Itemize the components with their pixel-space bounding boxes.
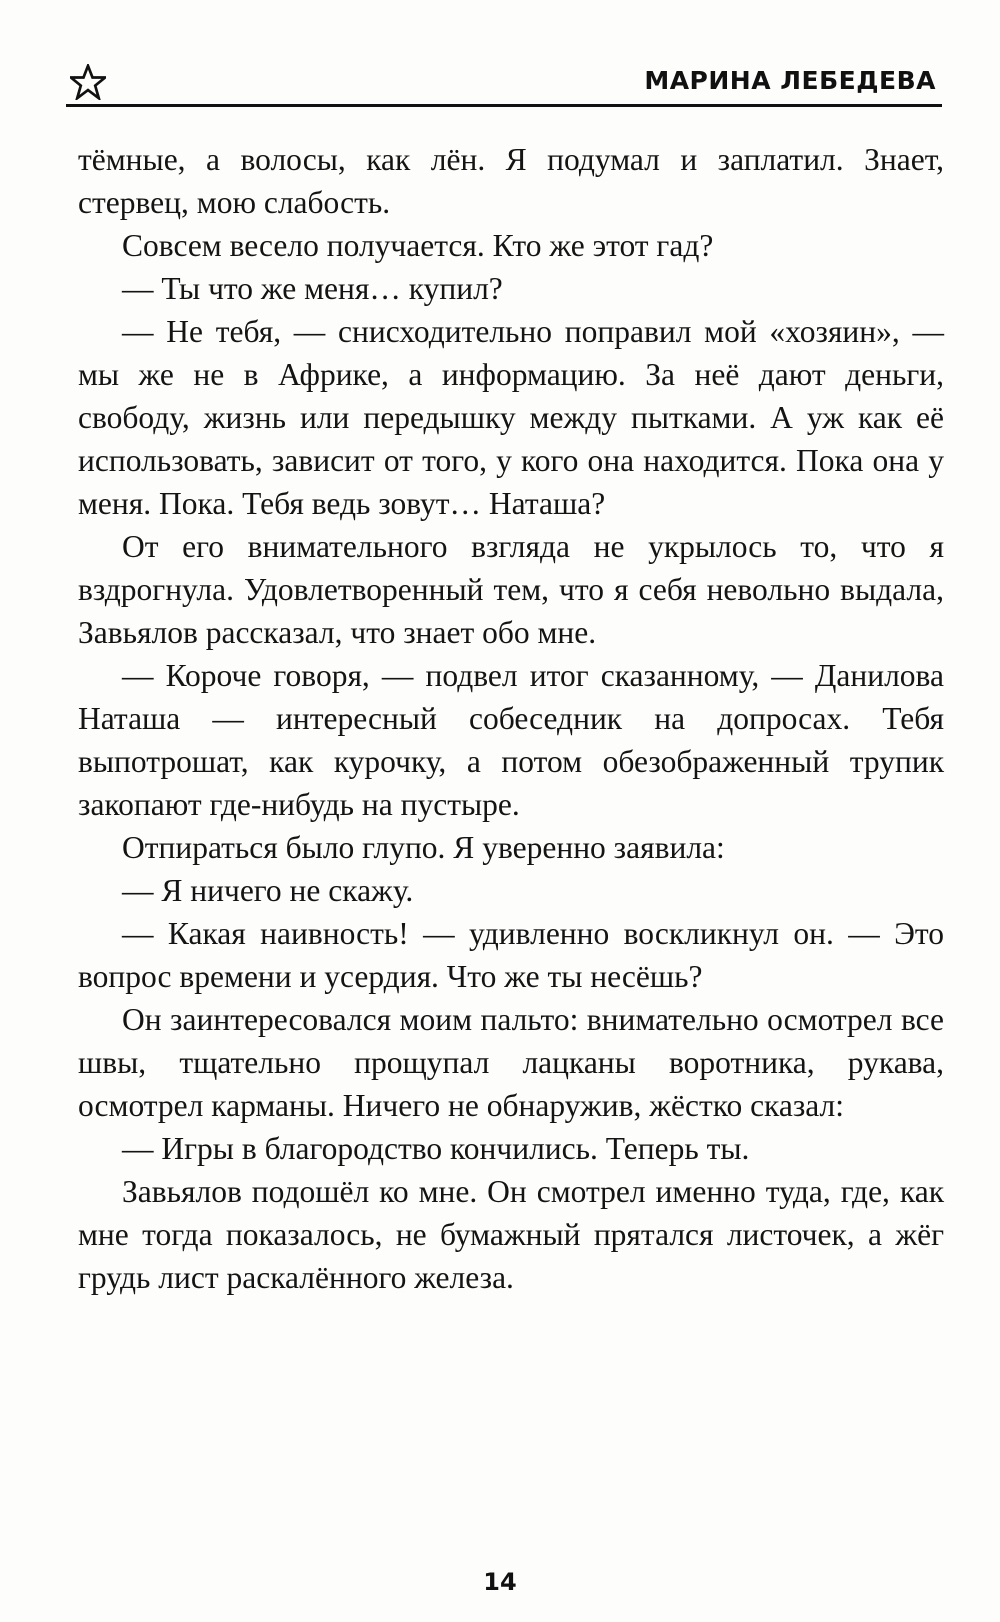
paragraph: — Не тебя, — снисходительно поправил мой «хозяин», — мы же не в Африке, а информацию. За неё дают деньги, свободу, жизнь или передышку между пытками. А уж как её использовать, зависит от того, у кого она находится. Пока она у меня. Пока. Тебя ведь зовут… Наташа? bbox=[78, 314, 944, 521]
paragraph: Завьялов подошёл ко мне. Он смотрел именно туда, где, как мне тогда показалось, не бумажный прятался листочек, а жёг грудь лист раскалённого железа. bbox=[78, 1174, 944, 1295]
star-outline-icon bbox=[70, 64, 106, 100]
paragraph: Отпираться было глупо. Я уверенно заявила: bbox=[122, 830, 725, 865]
paragraph: — Ты что же меня… купил? bbox=[122, 271, 503, 306]
paragraph: Совсем весело получается. Кто же этот гад? bbox=[122, 228, 714, 263]
running-header bbox=[66, 60, 942, 106]
paragraph: — Игры в благородство кончились. Теперь ты. bbox=[122, 1131, 750, 1166]
paragraph: Он заинтересовался моим пальто: внимательно осмотрел все швы, тщательно прощупал лацканы воротника, рукава, осмотрел карманы. Ничего не обнаружив, жёстко сказал: bbox=[78, 1002, 944, 1123]
page-number: 14 bbox=[483, 1568, 517, 1596]
main-text bbox=[78, 138, 944, 1299]
paragraph: — Я ничего не скажу. bbox=[122, 873, 414, 908]
paragraph: — Короче говоря, — подвел итог сказанному, — Данилова Наташа — интересный собеседник на допросах. Тебя выпотрошат, как курочку, а потом обезображенный трупик закопают где-нибудь на пустыре. bbox=[78, 658, 944, 822]
author-name: МАРИНА ЛЕБЕДЕВА bbox=[644, 66, 936, 95]
header-rule bbox=[66, 104, 942, 107]
paragraph: От его внимательного взгляда не укрылось то, что я вздрогнула. Удовлетворенный тем, что я себя невольно выдала, Завьялов рассказал, что знает обо мне. bbox=[78, 529, 944, 650]
paragraph: — Какая наивность! — удивленно воскликнул он. — Это вопрос времени и усердия. Что же ты несёшь? bbox=[78, 916, 944, 994]
paragraph: тёмные, а волосы, как лён. Я подумал и заплатил. Знает, стервец, мою слабость. bbox=[78, 142, 944, 220]
